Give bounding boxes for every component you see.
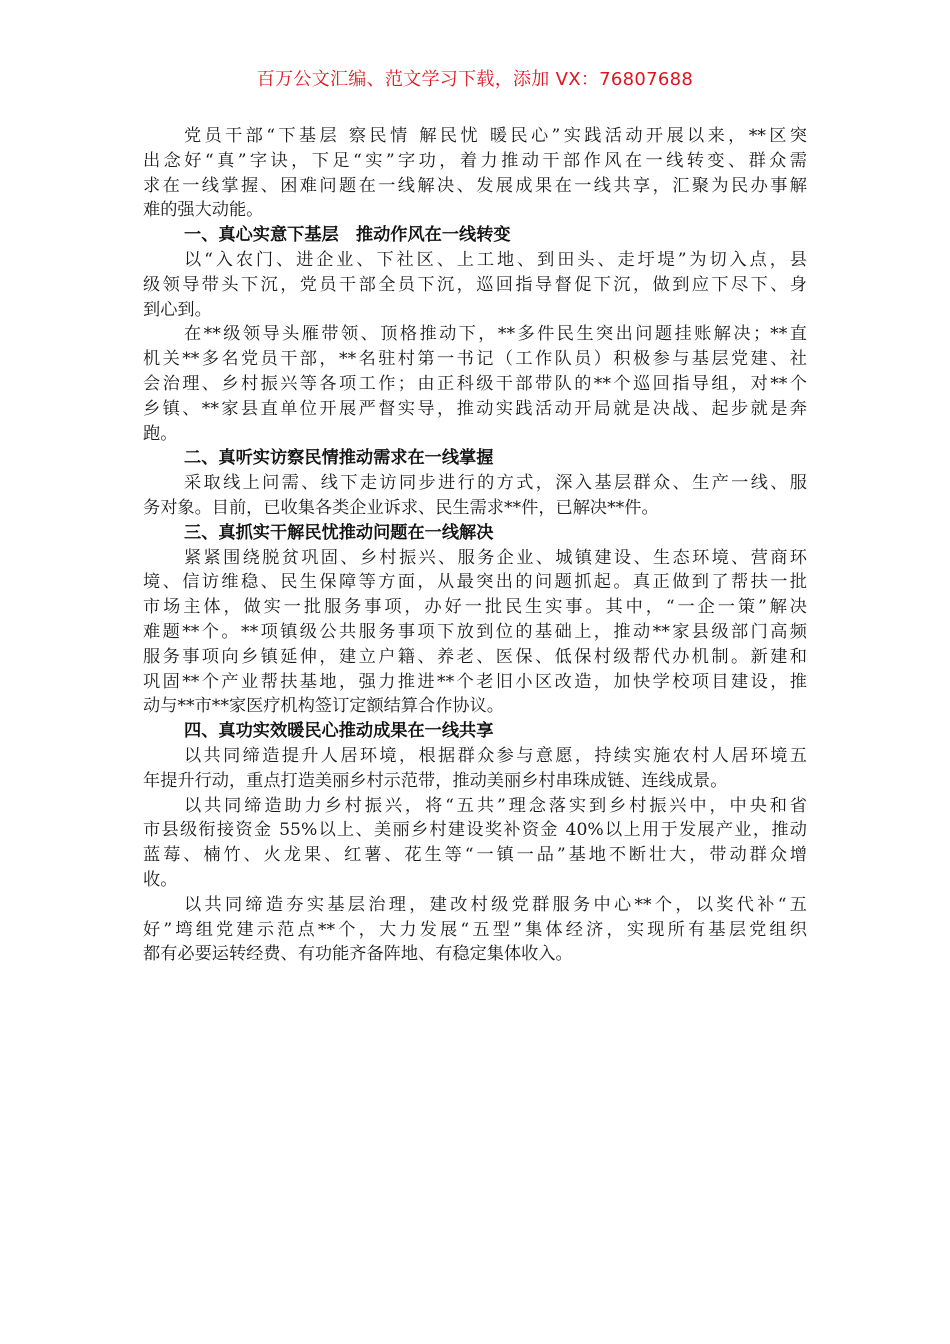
paragraph — [143, 794, 807, 893]
paragraph-line: 求在一线掌握、困难问题在一线解决、发展成果在一线共享，汇聚为民办事解 — [143, 175, 807, 196]
paragraph-line: 收。 — [143, 869, 178, 890]
heading-text: 一、真心实意下基层 推动作风在一线转变 — [184, 225, 511, 246]
paragraph — [143, 893, 807, 967]
heading-text: 二、真听实访察民情推动需求在一线掌握 — [184, 448, 494, 469]
section-heading — [143, 521, 807, 546]
paragraph-line: 动与**市**家医疗机构签订定额结算合作协议。 — [143, 696, 504, 717]
heading-text: 四、真功实效暖民心推动成果在一线共享 — [184, 721, 494, 742]
paragraph — [143, 471, 807, 521]
paragraph-line: 务对象。目前，已收集各类企业诉求、民生需求**件，已解决**件。 — [143, 497, 659, 518]
paragraph-line: 境、信访维稳、民生保障等方面，从最突出的问题抓起。真正做到了帮扶一批 — [143, 572, 807, 593]
document-body — [143, 124, 807, 967]
paragraph — [143, 124, 807, 223]
paragraph-line: 党员干部“下基层 察民情 解民忧 暖民心”实践活动开展以来，**区突 — [184, 126, 807, 146]
paragraph-line: 都有必要运转经费、有功能齐备阵地、有稳定集体收入。 — [143, 944, 573, 965]
paragraph-line: 紧紧围绕脱贫巩固、乡村振兴、服务企业、城镇建设、生态环境、营商环 — [184, 547, 807, 568]
paragraph-line: 难题**个。**项镇级公共服务事项下放到位的基础上，推动**家县级部门高频 — [143, 621, 807, 642]
paragraph — [143, 546, 807, 720]
download-banner: 百万公文汇编、范文学习下载，添加 VX：76807688 — [256, 69, 694, 90]
paragraph-line: 蓝莓、楠竹、火龙果、红薯、花生等“一镇一品”基地不断壮大，带动群众增 — [143, 845, 807, 866]
section-heading — [143, 223, 807, 248]
paragraph-line: 以共同缔造提升人居环境，根据群众参与意愿，持续实施农村人居环境五 — [184, 745, 807, 766]
paragraph-line: 跑。 — [143, 423, 178, 444]
paragraph — [143, 248, 807, 322]
section-heading — [143, 719, 807, 744]
paragraph-line: 机关**多名党员干部，**名驻村第一书记（工作队员）积极参与基层党建、社 — [143, 349, 807, 370]
paragraph-line: 以共同缔造夯实基层治理，建改村级党群服务中心**个，以奖代补“五 — [184, 894, 807, 915]
paragraph-line: 难的强大动能。 — [143, 200, 264, 221]
paragraph — [143, 322, 807, 446]
paragraph-line: 会治理、乡村振兴等各项工作；由正科级干部带队的**个巡回指导组，对**个 — [143, 373, 807, 394]
paragraph-line: 出念好“真”字诀，下足“实”字功，着力推动干部作风在一线转变、群众需 — [143, 150, 807, 171]
paragraph-line: 服务事项向乡镇延伸，建立户籍、养老、医保、低保村级帮代办机制。新建和 — [143, 646, 807, 667]
paragraph-line: 级领导带头下沉，党员干部全员下沉，巡回指导督促下沉，做到应下尽下、身 — [143, 274, 807, 295]
paragraph-line: 好”塆组党建示范点**个，大力发展“五型”集体经济，实现所有基层党组织 — [143, 919, 807, 940]
paragraph-line: 年提升行动，重点打造美丽乡村示范带，推动美丽乡村串珠成链、连线成景。 — [143, 770, 728, 791]
paragraph-line: 市县级衔接资金 55%以上、美丽乡村建设奖补资金 40%以上用于发展产业，推动 — [143, 820, 807, 841]
paragraph-line: 以共同缔造助力乡村振兴，将“五共”理念落实到乡村振兴中，中央和省 — [184, 795, 807, 816]
paragraph-line: 乡镇、**家县直单位开展严督实导，推动实践活动开局就是决战、起步就是奔 — [143, 398, 807, 419]
paragraph-line: 到心到。 — [143, 299, 212, 320]
paragraph-line: 以“入农门、进企业、下社区、上工地、到田头、走圩堤”为切入点，县 — [184, 249, 807, 270]
paragraph — [143, 744, 807, 794]
paragraph-line: 市场主体，做实一批服务事项，办好一批民生实事。其中，“一企一策”解决 — [143, 597, 807, 618]
section-heading — [143, 446, 807, 471]
paragraph-line: 采取线上问需、线下走访同步进行的方式，深入基层群众、生产一线、服 — [184, 473, 807, 494]
paragraph-line: 在**级领导头雁带领、顶格推动下，**多件民生突出问题挂账解决；**直 — [184, 324, 807, 345]
paragraph-line: 巩固**个产业帮扶基地，强力推进**个老旧小区改造，加快学校项目建设，推 — [143, 671, 807, 692]
heading-text: 三、真抓实干解民忧推动问题在一线解决 — [184, 522, 494, 543]
